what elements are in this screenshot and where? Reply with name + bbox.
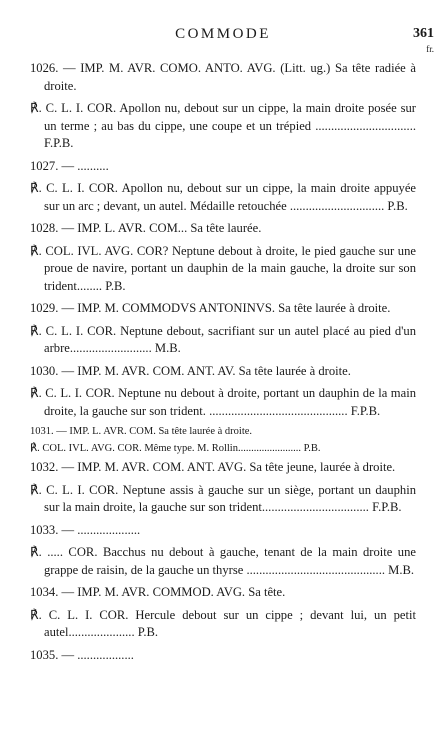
catalogue-entry — [30, 363, 416, 421]
obverse-description: 1031. — IMP. L. AVR. COM. Sa tête laurée à droite. — [30, 426, 253, 437]
obverse-description: 1034. — IMP. M. AVR. COMMOD. AVG. Sa tête. — [30, 585, 286, 599]
reverse-description: ℟. C. L. I. COR. Neptune nu debout à droite, portant un dauphin de la main droite, la gauche sur son trident. ............................................ F.P.B. — [30, 386, 416, 418]
catalogue-entry — [30, 522, 416, 580]
catalogue-entry — [30, 158, 416, 216]
catalogue-text — [0, 60, 446, 669]
catalogue-entry — [30, 300, 416, 358]
catalogue-entry — [30, 647, 416, 665]
catalogue-entry-small — [30, 425, 416, 456]
signature-mark: fr. — [426, 44, 434, 54]
obverse-description: 1035. — .................. — [30, 647, 134, 662]
catalogue-entry — [30, 584, 416, 642]
running-title: COMMODE — [175, 26, 271, 42]
obverse-description: 1033. — .................... — [30, 522, 141, 537]
obverse-description: 1028. — IMP. L. AVR. COM... Sa tête laurée. — [30, 221, 262, 235]
reverse-description: ℟. C. L. I. COR. Neptune debout, sacrifiant sur un autel placé au pied d'un arbre.......................... M.B. — [30, 323, 416, 355]
reverse-description: ℟. ..... COR. Bacchus nu debout à gauche, tenant de la main droite une grappe de raisin, de la gauche un thyrse ............................................ M.B. — [30, 545, 416, 577]
reverse-description: ℟. COL. IVL. AVG. COR? Neptune debout à droite, le pied gauche sur une proue de navire, portant un dauphin de la main gauche, la droite sur son trident........ P.B. — [30, 243, 416, 293]
catalogue-entry — [30, 60, 416, 153]
obverse-description: 1027. — .......... — [30, 158, 109, 173]
reverse-description: ℟. C. L. I. COR. Neptune assis à gauche sur un siège, portant un dauphin sur la main droite, la gauche sur son trident.................................. F.P.B. — [30, 482, 416, 514]
obverse-description: 1026. — IMP. M. AVR. COMO. ANTO. AVG. (Litt. ug.) Sa tête radiée à droite. — [30, 61, 416, 93]
page-header — [0, 26, 446, 54]
obverse-description: 1032. — IMP. M. AVR. COM. ANT. AVG. Sa tête jeune, laurée à droite. — [30, 460, 396, 474]
obverse-description: 1029. — IMP. M. COMMODVS ANTONINVS. Sa tête laurée à droite. — [30, 301, 391, 315]
catalogue-entry — [30, 459, 416, 517]
catalogue-entry — [30, 220, 416, 295]
reverse-description: ℟. COL. IVL. AVG. COR. Même type. M. Rollin........................ P.B. — [30, 443, 321, 454]
obverse-description: 1030. — IMP. M. AVR. COM. ANT. AV. Sa tête laurée à droite. — [30, 363, 351, 378]
reverse-description: ℟. C. L. I. COR. Hercule debout sur un cippe ; devant lui, un petit autel..................... P.B. — [30, 607, 416, 639]
reverse-description: ℟. C. L. I. COR. Apollon nu, debout sur un cippe, la main droite appuyée sur un arc ; devant, un autel. Médaille retouchée .............................. P.B. — [30, 181, 416, 213]
reverse-description: ℟. C. L. I. COR. Apollon nu, debout sur un cippe, la main droite posée sur un terme ; au bas du cippe, une coupe et un trépied ................................ F.P.B. — [30, 101, 416, 150]
page-number: 361 — [413, 26, 434, 41]
